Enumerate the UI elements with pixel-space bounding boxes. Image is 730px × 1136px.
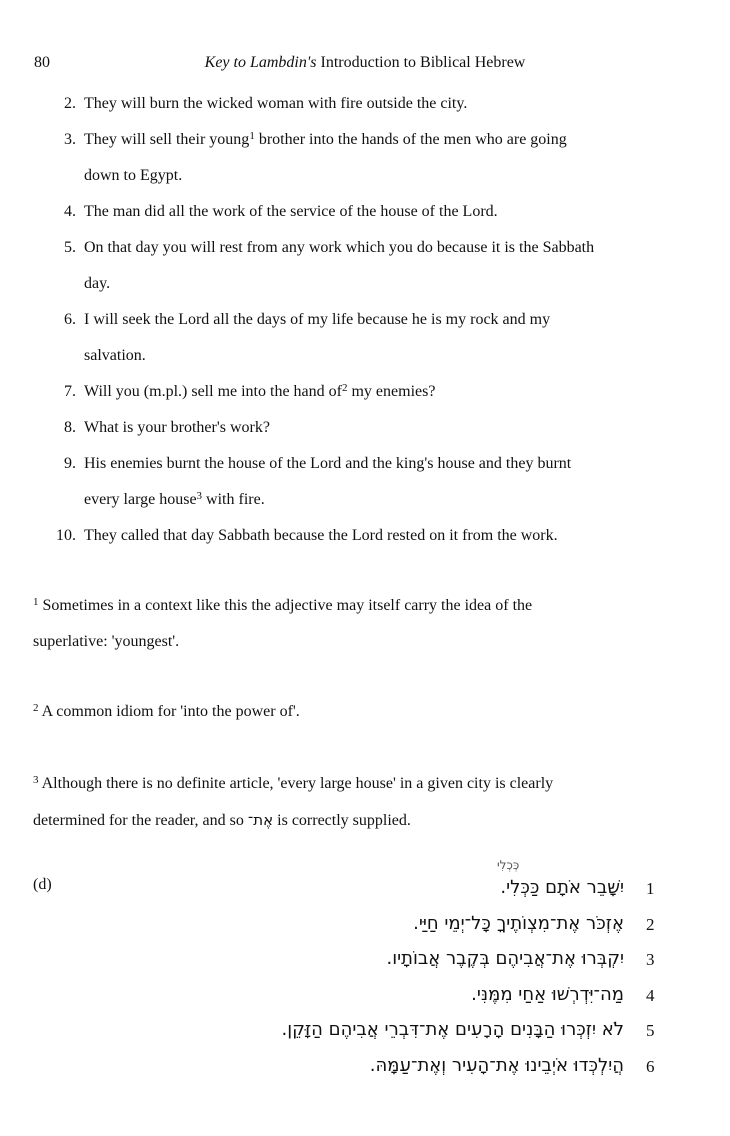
hebrew-sentence: מַה־יִּדְרְשׁוּ אַחַי מִמֶּנִּי. (471, 983, 624, 1005)
section-label-d: (d) (33, 876, 52, 893)
item-continuation: salvation. (84, 347, 146, 364)
item-number: 3. (64, 131, 76, 148)
item-text: They called that day Sabbath because the Lord rested on it from the work. (84, 527, 558, 544)
item-text-part: brother into the hands of the men who are going (254, 131, 567, 148)
item-number: 6. (64, 311, 76, 328)
exercise-item-8 (0, 410, 730, 446)
item-text: What is your brother's work? (84, 419, 270, 436)
footnote-marker: 3 (33, 774, 39, 786)
item-continuation: every large house (84, 491, 197, 508)
header-title-roman: Introduction to Biblical Hebrew (320, 54, 526, 71)
item-number: 8. (64, 419, 76, 436)
item-text (84, 302, 674, 374)
item-text (84, 446, 674, 518)
hebrew-line-5 (0, 1017, 730, 1053)
page-number: 80 (34, 54, 50, 71)
item-text (84, 230, 674, 302)
footnote-3 (33, 766, 673, 839)
exercise-item-2 (0, 86, 730, 122)
handwritten-annotation: כְּכְלִי (497, 858, 520, 872)
line-number: 6 (646, 1056, 655, 1076)
exercise-item-4 (0, 194, 730, 230)
footnote-ref-1: 1 (249, 130, 255, 142)
item-text-part: Will you (m.pl.) sell me into the hand of (84, 383, 342, 400)
item-continuation: down to Egypt. (84, 167, 183, 184)
footnote-text: A common idiom for 'into the power of'. (38, 703, 300, 720)
hebrew-sentence: אֶזְכֹּר אֶת־מִצְוֺתֶיךָ כָּל־יְמֵי חַיַּי. (413, 912, 624, 934)
exercise-item-3 (0, 122, 730, 194)
item-text: The man did all the work of the service of the house of the Lord. (84, 203, 498, 220)
footnote-1 (33, 588, 673, 660)
running-header (0, 54, 730, 72)
item-text: They will burn the wicked woman with fire outside the city. (84, 95, 468, 112)
footnote-marker: 2 (33, 702, 39, 714)
item-text (84, 122, 674, 194)
footnote-text: Sometimes in a context like this the adjective may itself carry the idea of the (38, 597, 533, 614)
hebrew-line-3 (0, 946, 730, 982)
header-title-italic: Key to Lambdin's (204, 54, 317, 71)
footnote-2 (33, 694, 673, 730)
hebrew-sentence: יִקְבְּרוּ אֶת־אֲבִיהֶם בְּקֶבֶר אֲבוֹתָיו. (386, 948, 624, 970)
footnote-text: is correctly supplied. (273, 812, 411, 829)
line-number: 2 (646, 914, 655, 934)
line-number: 1 (646, 879, 655, 898)
item-number: 5. (64, 239, 76, 256)
item-number: 2. (64, 95, 76, 112)
exercise-item-7 (0, 374, 730, 410)
item-text-part: His enemies burnt the house of the Lord and the king's house and they burnt (84, 455, 572, 472)
footnote-text: superlative: 'youngest'. (33, 633, 180, 650)
hebrew-line-2 (0, 911, 730, 947)
item-continuation: day. (84, 275, 111, 292)
footnote-text: Although there is no definite article, 'every large house' in a given city is clearly (38, 775, 554, 792)
item-number: 9. (64, 455, 76, 472)
exercise-item-6 (0, 302, 730, 374)
hebrew-sentence: לֹא יִזְכְּרוּ הַבָּנִים הָרָעִים אֶת־דִּבְרֵי אֲבִיהֶם הַזָּקֵן. (281, 1019, 624, 1041)
item-text-part: I will seek the Lord all the days of my life because he is my rock and my (84, 311, 551, 328)
item-number: 7. (64, 383, 76, 400)
line-number: 3 (646, 950, 655, 970)
item-text-part: On that day you will rest from any work which you do because it is the Sabbath (84, 239, 595, 256)
item-number: 4. (64, 203, 76, 220)
footnote-marker: 1 (33, 596, 39, 608)
line-number: 4 (646, 985, 655, 1005)
hebrew-line-4 (0, 982, 730, 1018)
item-text-part: They will sell their young (84, 131, 250, 148)
exercise-list (0, 86, 730, 554)
exercise-item-5 (0, 230, 730, 302)
footnote-ref-3: 3 (196, 490, 203, 502)
exercise-item-10 (0, 518, 730, 554)
exercise-item-9 (0, 446, 730, 518)
hebrew-particle: אֶת־ (247, 811, 274, 829)
item-text (84, 374, 674, 410)
footnote-text: determined for the reader, and so (33, 812, 248, 829)
item-text-part: with fire. (202, 491, 265, 508)
item-text-part: my enemies? (347, 383, 436, 400)
hebrew-line-6 (0, 1053, 730, 1089)
hebrew-line-1 (0, 875, 730, 911)
item-number: 10. (56, 527, 76, 544)
footnote-ref-2: 2 (341, 382, 348, 394)
line-number: 5 (646, 1021, 655, 1041)
hebrew-sentence: הֲיִלְכְּדוּ אֹיְבֵינוּ אֶת־הָעִיר וְאֶת־עַמָּהּ. (369, 1054, 624, 1076)
hebrew-exercise-lines (0, 875, 730, 1089)
hebrew-sentence: יִשָּׁבֵר אֹתָם כַּכְּלִי. (500, 877, 624, 898)
